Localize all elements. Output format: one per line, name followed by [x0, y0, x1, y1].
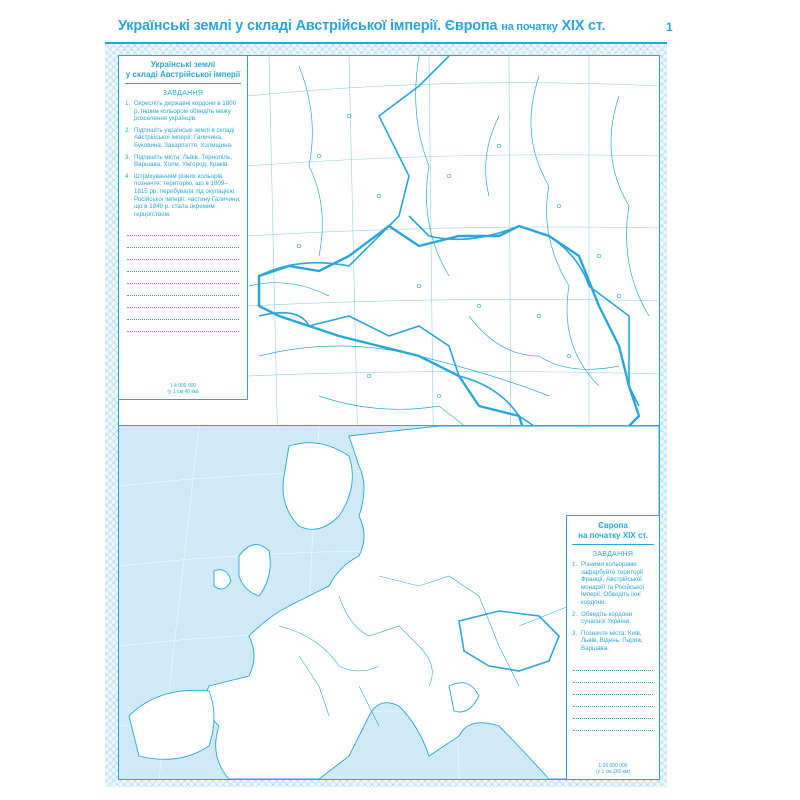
title-main: Українські землі у складі Австрійської імперії. Європа — [118, 18, 502, 34]
austrian-empire-task-panel — [118, 55, 248, 400]
page-title — [118, 18, 605, 34]
panel-top-heading-2: у складі Австрійської імперії — [125, 70, 241, 79]
scale-bottom — [567, 763, 659, 775]
task-number: 1. — [125, 100, 131, 107]
panel-top-heading-1: Українські землі — [150, 60, 216, 69]
answer-lines[interactable] — [119, 224, 247, 332]
task-text: Обведіть кордони сучасної України. — [581, 610, 633, 626]
answer-lines[interactable] — [567, 659, 659, 731]
panel-top-tasks-title: ЗАВДАННЯ — [162, 90, 204, 97]
task-number: 4. — [125, 172, 131, 180]
task-text: Різними кольорами зафарбуйте території Франції, Австрійської монархії та Російської імперії. Обведіть їхні кордони. — [581, 561, 645, 606]
scale-top — [119, 383, 247, 395]
task-item — [572, 630, 654, 653]
panel-bottom-heading-1: Європа — [598, 521, 628, 530]
task-text: Окресліть державні кордони в 1800 р. Іншим кольором обведіть межу розселення українців. — [134, 100, 237, 123]
task-text: Штрихуванням різних кольорів позначте: територію, що в 1809–1815 рр. перебувала під окупацією Російської імперії; частину Галичини, що в 1849 р. стала окремим герцогством. — [134, 172, 241, 218]
scale-top-ratio: 1:4 000 000 — [169, 383, 197, 389]
scale-bottom-ratio: 1:26 000 000 — [598, 763, 628, 769]
page-number: 1 — [666, 20, 673, 34]
scale-top-note: (у 1 см 40 км) — [167, 389, 199, 395]
task-text: Позначте міста: Київ, Львів, Відень, Париж, Варшава. — [581, 629, 643, 652]
task-item — [125, 127, 241, 150]
cities — [297, 114, 621, 458]
task-item — [125, 154, 241, 169]
panel-top-task-list — [119, 100, 247, 218]
task-text: Підпишіть міста: Львів, Тернопіль, Варшава, Холм, Ужгород, Краків. — [134, 153, 232, 169]
task-item — [572, 561, 654, 607]
task-number: 3. — [125, 153, 131, 161]
title-end: XIX ст. — [557, 18, 606, 34]
task-number: 2. — [125, 126, 131, 134]
task-text: Підпишіть українські землі в складі Австрійської імперії: Галичина, Буковина, Закарпаття, Холмщина. — [134, 126, 235, 149]
scale-bottom-note: (у 1 см 260 км) — [595, 769, 631, 775]
europe-task-panel — [566, 515, 660, 780]
task-number: 2. — [572, 610, 578, 618]
panel-bottom-task-list — [567, 561, 659, 653]
panel-bottom-heading-2: на початку XIX ст. — [578, 531, 648, 540]
state-borders — [259, 56, 639, 456]
task-item — [125, 173, 241, 219]
task-item — [572, 611, 654, 626]
task-item — [125, 100, 241, 123]
title-small: на початку — [501, 21, 558, 33]
task-number: 3. — [572, 629, 578, 637]
task-number: 1. — [572, 561, 578, 568]
panel-bottom-tasks-title: ЗАВДАННЯ — [592, 551, 634, 558]
